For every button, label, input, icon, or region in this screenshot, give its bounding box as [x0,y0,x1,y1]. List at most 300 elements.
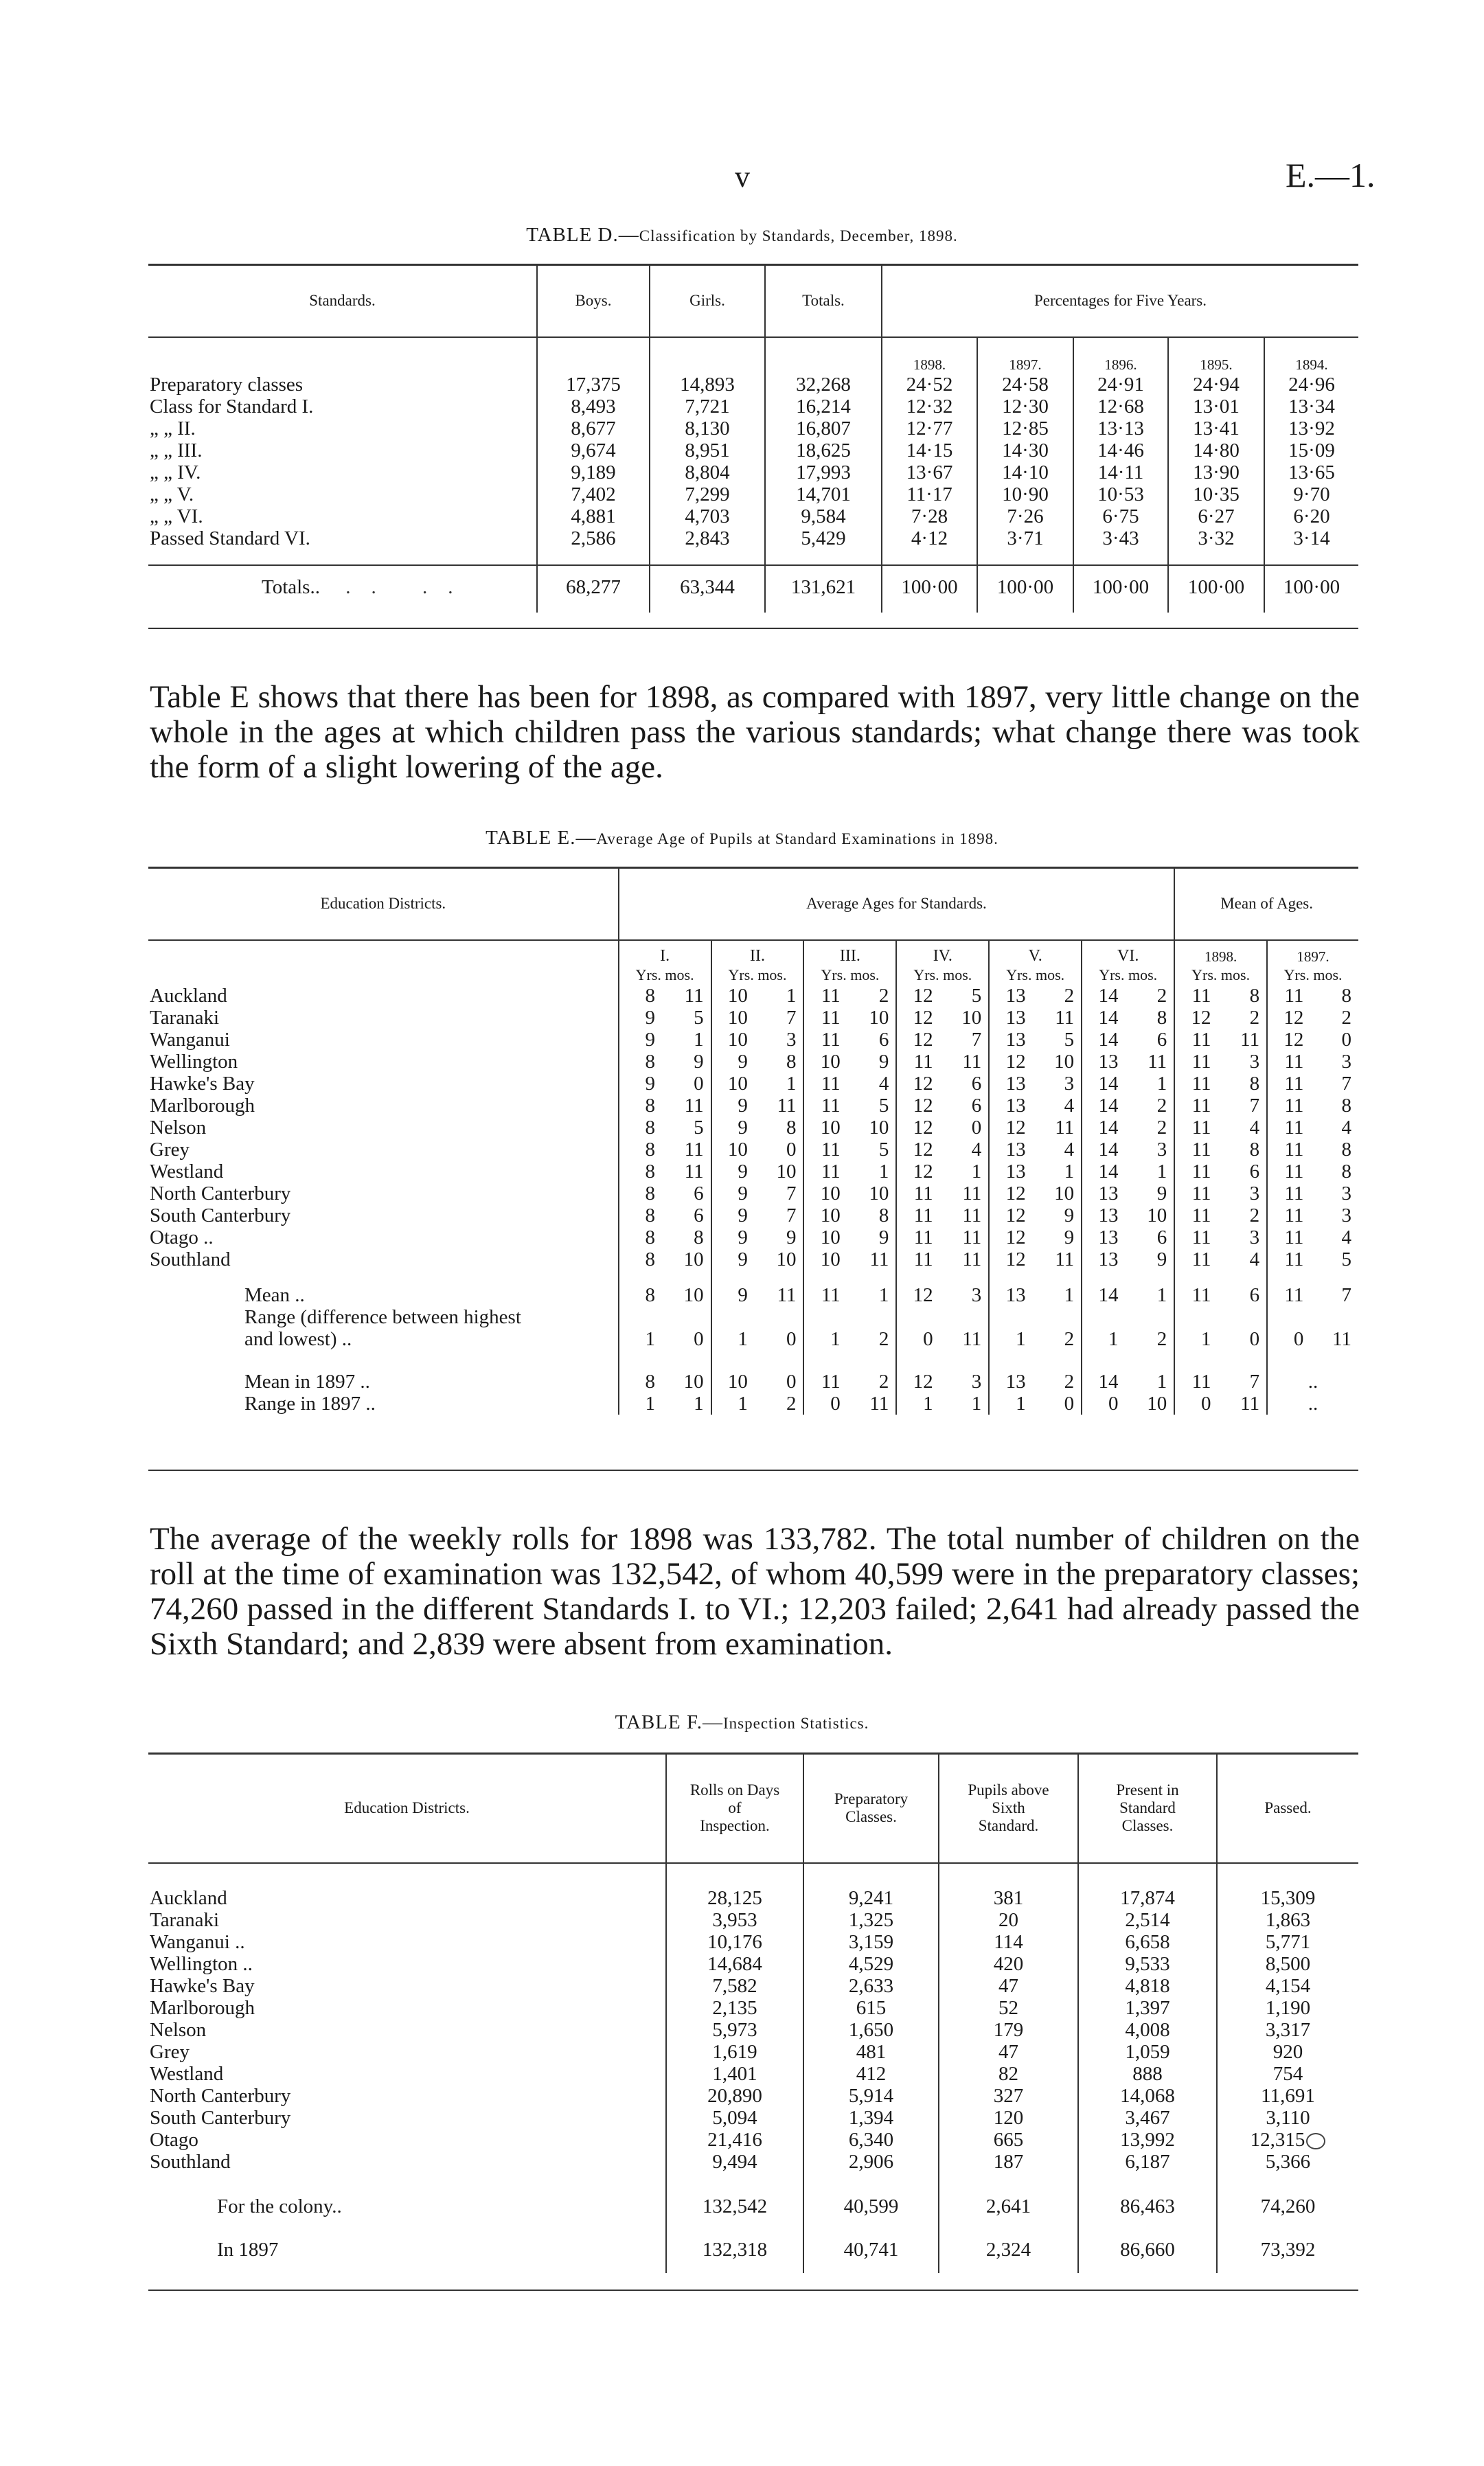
table-e-years: 11 [896,1248,938,1270]
table-f-row [148,2063,1358,2085]
table-e-months: 3 [1341,1051,1351,1073]
table-e-years: 14 [1082,1284,1123,1306]
table-f-value: 120 [939,2107,1078,2129]
table-e-years: 14 [1082,1371,1123,1393]
table-f-caption-prefix: TABLE F.— [615,1711,724,1733]
table-e-months: 3 [786,1029,797,1051]
table-f-value: 40,599 [803,2187,939,2226]
table-e-months: 9 [694,1051,704,1073]
table-f-value: 9,494 [666,2151,803,2173]
table-f-value: 82 [939,2063,1078,2085]
table-f-value: 2,514 [1078,1909,1217,1931]
table-d-total-row [148,562,1358,613]
table-e-years: 14 [1082,1117,1123,1139]
table-e-years: 9 [711,1248,753,1270]
table-e-months: 8 [1341,1139,1351,1161]
table-f-value: 179 [939,2019,1078,2041]
table-e-unit: Yrs. mos. [711,966,804,985]
table-e-years: 8 [619,1248,661,1270]
table-f-value: 1,325 [803,1909,939,1931]
table-e-months: 5 [971,985,982,1007]
table-e-row [148,1095,1358,1117]
table-e-years: 11 [1174,1139,1216,1161]
table-e-years: 10 [711,1139,753,1161]
table-e-months: 2 [1249,1007,1260,1029]
table-e-caption-title: Average Age of Pupils at Standard Examinations in 1898. [596,830,998,847]
table-d-pct: 6·20 [1264,505,1358,527]
table-e-months: 2 [1156,1328,1167,1350]
table-e-col-districts: Education Districts. [320,895,446,912]
table-d-total-pct: 100·00 [1073,562,1168,613]
table-e-years: 9 [619,1007,661,1029]
table-e-years: 11 [1267,1073,1309,1095]
table-d [148,265,1358,613]
table-e-row [148,1029,1358,1051]
table-f-row [148,2151,1358,2173]
table-d-row-label: „ „ V. [150,483,194,505]
table-e-months: 11 [684,985,704,1007]
table-e-years: 1 [989,1328,1031,1350]
table-e-years: 13 [989,1029,1031,1051]
table-e-years: 12 [896,1161,938,1183]
table-d-total-pct: 100·00 [882,562,977,613]
table-f-col-above-sixth: Pupils above Sixth Standard. [939,1754,1078,1862]
table-d-col-boys: Boys. [537,265,650,336]
table-f-value: 888 [1078,2063,1217,2085]
table-e-years: 11 [896,1051,938,1073]
table-e-months: 3 [1064,1073,1075,1095]
table-f-col-passed: Passed. [1217,1754,1358,1862]
table-e-years: 10 [803,1117,845,1139]
table-f-value: 5,771 [1217,1931,1358,1953]
stamp-icon [1306,2133,1325,2149]
table-e-row [148,1161,1358,1183]
table-e-years: 9 [711,1051,753,1073]
table-f-row [148,1953,1358,1975]
table-e-months: 0 [1341,1029,1351,1051]
table-e-months: 4 [1249,1117,1260,1139]
table-e-years: 10 [803,1205,845,1226]
table-e-years: 11 [896,1183,938,1205]
table-e-years: 12 [989,1183,1031,1205]
table-f-value: 2,641 [939,2187,1078,2226]
table-e-months: 10 [776,1248,797,1270]
table-e-months: 1 [971,1393,982,1415]
table-e-row-label: South Canterbury [150,1205,291,1226]
table-f-value: 8,500 [1217,1953,1358,1975]
table-e-years: 12 [989,1248,1031,1270]
table-d-totals: 9,584 [765,505,882,527]
table-e-months: 11 [684,1095,704,1117]
paragraph-weekly-rolls: The average of the weekly rolls for 1898 was 133,782. The total number of children on the roll at the time of examination was 132,542, of whom 40,599 were in the preparatory classes; 74,260 passed in the different Standards I. to VI.; 12,203 failed; 2,641 had already passed the Sixth Standard; and 2,839 were absent from examination. [150,1521,1360,1662]
table-e-col-mean: Mean of Ages. [1174,868,1358,939]
table-e-months: 1 [1156,1371,1167,1393]
table-e-years: 12 [989,1117,1031,1139]
table-e-years: 11 [1267,1205,1309,1226]
table-e-months: 11 [962,1051,982,1073]
table-e-years: 8 [619,1139,661,1161]
table-e-range-1897-row [148,1393,1358,1415]
table-d-row-label: „ „ VI. [150,505,203,527]
table-d-total-pct: 100·00 [1168,562,1264,613]
table-e-years: 11 [803,1007,845,1029]
table-d-pct: 13·41 [1168,418,1264,439]
table-e-years: 11 [803,1139,845,1161]
table-d-row-label: „ „ IV. [150,461,201,483]
table-e-years: 13 [1082,1183,1123,1205]
table-d-total-pct: 100·00 [977,562,1073,613]
table-e-row-label: Mean in 1897 .. [244,1371,370,1393]
table-e-row-label: Taranaki [150,1007,220,1029]
table-e-months: 10 [961,1007,982,1029]
table-d-girls: 8,130 [650,418,765,439]
table-f-row [148,1887,1358,1909]
table-e-months: 3 [1341,1205,1351,1226]
table-e-years: 13 [989,1139,1031,1161]
table-e-months: 10 [869,1007,889,1029]
table-e-months: 6 [1156,1226,1167,1248]
table-e-years: 1 [989,1393,1031,1415]
table-d-pct: 24·96 [1264,374,1358,396]
table-f-value: 2,906 [803,2151,939,2173]
table-d-row-label: Class for Standard I. [150,396,314,418]
table-f-row-label: Hawke's Bay [150,1975,255,1997]
table-f-value: 4,818 [1078,1975,1217,1997]
table-f-caption-title: Inspection Statistics. [723,1715,869,1732]
table-f-value: 6,187 [1078,2151,1217,2173]
table-e-unit: Yrs. mos. [989,966,1082,985]
table-e-standard-row [148,939,1358,966]
table-e-years: 9 [711,1205,753,1226]
table-e-months: 8 [786,1117,797,1139]
table-e-years: 0 [803,1393,845,1415]
table-e-months: 10 [869,1183,889,1205]
table-e-years: 1 [896,1393,938,1415]
table-e-years: 11 [896,1226,938,1248]
table-f-row [148,1997,1358,2019]
table-e-months: 7 [786,1007,797,1029]
table-e-years: 13 [989,1007,1031,1029]
table-d-boys: 9,189 [537,461,650,483]
table-e-months: 9 [878,1051,889,1073]
table-e-months: 9 [878,1226,889,1248]
table-f-value: 73,392 [1217,2226,1358,2273]
table-d-row [148,418,1358,439]
table-d-boys: 4,881 [537,505,650,527]
table-f-value: 132,542 [666,2187,803,2226]
table-e-standard: VI. [1082,939,1174,966]
table-e-years: 11 [803,1095,845,1117]
table-d-girls: 8,951 [650,439,765,461]
table-e-years: 11 [1174,1161,1216,1183]
table-f-value: 2,135 [666,1997,803,2019]
table-e-range-row-label [148,1306,1358,1328]
table-e [148,868,1358,1415]
table-d-pct: 14·80 [1168,439,1264,461]
table-e-months: 0 [786,1371,797,1393]
table-f-value: 12,315 [1217,2129,1358,2151]
table-f-value: 14,068 [1078,2085,1217,2107]
table-d-col-percentages: Percentages for Five Years. [882,265,1358,336]
table-e-years: 8 [619,1095,661,1117]
table-e-years: 11 [1174,1205,1216,1226]
table-d-years-row [148,336,1358,374]
table-e-years: 13 [989,985,1031,1007]
table-e-years: 9 [619,1073,661,1095]
table-e-months: 1 [878,1161,889,1183]
table-e-months: 2 [1341,1007,1351,1029]
table-f-row [148,2041,1358,2063]
table-e-months: 4 [1249,1248,1260,1270]
table-e-months: 8 [1156,1007,1167,1029]
table-f-value: 20,890 [666,2085,803,2107]
table-f-row-label: Otago [150,2129,198,2151]
table-e-months: 2 [878,985,889,1007]
table-e-years: 0 [1174,1393,1216,1415]
table-e-years: 13 [1082,1205,1123,1226]
table-f-value: 5,366 [1217,2151,1358,2173]
table-e-years: 12 [896,985,938,1007]
table-e-mean-row [148,1284,1358,1306]
table-d-pct: 12·30 [977,396,1073,418]
table-e-years: 1 [711,1393,753,1415]
table-d-pct: 15·09 [1264,439,1358,461]
table-e-months: 8 [1249,1073,1260,1095]
table-f-row-label: Nelson [150,2019,207,2041]
table-e-header-row [148,868,1358,939]
table-e-unit: Yrs. mos. [1174,966,1267,985]
table-e-standard: I. [619,939,711,966]
table-f-value: 5,094 [666,2107,803,2129]
table-e-unit: Yrs. mos. [803,966,896,985]
table-d-totals: 18,625 [765,439,882,461]
table-f-row [148,1975,1358,1997]
table-e-years: 11 [1267,1139,1309,1161]
table-e-row [148,1248,1358,1270]
table-d-girls: 7,721 [650,396,765,418]
table-d-pct: 3·32 [1168,527,1264,549]
table-e-years: 1 [619,1393,661,1415]
table-d-row [148,527,1358,549]
table-f-row-label: South Canterbury [150,2107,291,2129]
table-e-months: 11 [1332,1328,1351,1350]
table-e-years: 14 [1082,1007,1123,1029]
table-e-years: 13 [1082,1051,1123,1073]
table-e-years: 13 [1082,1226,1123,1248]
table-d-girls: 2,843 [650,527,765,549]
table-e-years: 8 [619,1183,661,1205]
table-e-row-label: Wanganui [150,1029,230,1051]
table-d-pct: 3·43 [1073,527,1168,549]
table-e-years: 11 [803,1284,845,1306]
table-f-row-label: Westland [150,2063,224,2085]
table-e-months: 6 [971,1073,982,1095]
table-e-months: 2 [878,1371,889,1393]
table-f-col-preparatory: Preparatory Classes. [803,1754,939,1862]
table-e-months: 8 [1249,1139,1260,1161]
table-e-standard: 1897. [1267,939,1358,966]
table-e-months: 8 [1341,985,1351,1007]
table-e-years: 13 [989,1161,1031,1183]
table-d-caption-prefix: TABLE D.— [526,224,639,246]
table-e-years: 0 [896,1328,938,1350]
table-e-row [148,1073,1358,1095]
table-e-years: 13 [989,1073,1031,1095]
table-f-row-label: Grey [150,2041,190,2063]
table-e-years: 11 [1174,1248,1216,1270]
table-e-months: 1 [1156,1284,1167,1306]
table-e-months: 11 [777,1284,797,1306]
table-e-bottom-rule [148,1470,1358,1471]
table-e-months: 11 [777,1095,797,1117]
table-d-row [148,505,1358,527]
table-f-value: 4,154 [1217,1975,1358,1997]
table-f-value: 52 [939,1997,1078,2019]
table-f-value: 3,317 [1217,2019,1358,2041]
table-d-row [148,439,1358,461]
table-e-years: 12 [989,1226,1031,1248]
table-e-years: 10 [711,985,753,1007]
table-d-pct: 10·35 [1168,483,1264,505]
table-e-months: 6 [971,1095,982,1117]
table-e-row [148,1183,1358,1205]
table-e-months: 1 [786,1073,797,1095]
table-e-years: 9 [711,1284,753,1306]
table-f-header-row [148,1754,1358,1862]
table-f-value: 114 [939,1931,1078,1953]
table-f-row-label: Wellington .. [150,1953,253,1975]
table-e-months: 7 [1341,1073,1351,1095]
table-f-value: 74,260 [1217,2187,1358,2226]
table-d-totals: 16,807 [765,418,882,439]
table-e-row-label: Hawke's Bay [150,1073,255,1095]
table-e-months: 7 [1341,1284,1351,1306]
table-f-value: 2,324 [939,2226,1078,2273]
table-d-row-label: „ „ III. [150,439,203,461]
table-e-months: 7 [786,1205,797,1226]
table-e-mean-1897-row [148,1371,1358,1393]
table-d-girls: 14,893 [650,374,765,396]
table-e-row [148,1139,1358,1161]
table-d-header-row [148,265,1358,336]
table-e-years: 1 [711,1328,753,1350]
table-e-row-label: Nelson [150,1117,207,1139]
table-e-months: 11 [1055,1117,1075,1139]
table-f-row-label: North Canterbury [150,2085,291,2107]
table-e-months: 10 [683,1371,704,1393]
table-e-months: 6 [694,1183,704,1205]
table-d-pct: 10·90 [977,483,1073,505]
table-e-row-label: Marlborough [150,1095,255,1117]
table-e-months: 0 [694,1073,704,1095]
table-e-unit: Yrs. mos. [1267,966,1358,985]
table-e-months: 1 [694,1029,704,1051]
table-d-boys: 2,586 [537,527,650,549]
table-e-months: 1 [1156,1161,1167,1183]
table-d-totals: 14,701 [765,483,882,505]
table-e-months: 10 [1054,1051,1075,1073]
table-d-pct: 6·75 [1073,505,1168,527]
table-f-bottom-rule [148,2290,1358,2291]
table-e-years: 8 [619,1161,661,1183]
table-e-years: 9 [711,1117,753,1139]
table-d-pct: 14·11 [1073,461,1168,483]
table-f-value: 1,619 [666,2041,803,2063]
table-e-years: 12 [896,1284,938,1306]
table-f-row [148,2107,1358,2129]
table-e-months: 6 [878,1029,889,1051]
table-e-months: 8 [1341,1161,1351,1183]
table-e-months: 5 [694,1117,704,1139]
table-e-months: 6 [1249,1284,1260,1306]
table-e-years: 11 [1267,1226,1309,1248]
table-e-standard: V. [989,939,1082,966]
table-d-pct: 13·01 [1168,396,1264,418]
table-d-totals: 17,993 [765,461,882,483]
table-e-months: 0 [1249,1328,1260,1350]
table-e-row-label: Southland [150,1248,231,1270]
table-e-years: 12 [989,1051,1031,1073]
table-e-months: 11 [684,1161,704,1183]
table-e-years: 12 [1267,1007,1309,1029]
table-e-standard: III. [803,939,896,966]
table-d-pct: 10·53 [1073,483,1168,505]
table-d-col-girls: Girls. [650,265,765,336]
table-d-col-standards: Standards. [309,292,376,309]
table-e-years: 13 [989,1284,1031,1306]
table-d-row-label: Preparatory classes [150,374,304,396]
table-e-row [148,1007,1358,1029]
table-f-value: 1,650 [803,2019,939,2041]
table-e-years: 14 [1082,1073,1123,1095]
table-e-blank: .. [1267,1371,1358,1393]
table-e-months: 1 [694,1393,704,1415]
table-e-row-label: Otago .. [150,1226,214,1248]
table-e-months: 11 [1148,1051,1167,1073]
table-f-value: 615 [803,1997,939,2019]
table-e-years: 12 [896,1139,938,1161]
table-e-months: 0 [971,1117,982,1139]
table-e-months: 1 [1064,1161,1075,1183]
table-e-row [148,1226,1358,1248]
table-e-months: 11 [1055,1248,1075,1270]
table-e-months: 11 [962,1328,982,1350]
table-e-row-label: Auckland [150,985,227,1007]
table-e-row-label: Range in 1897 .. [244,1393,376,1415]
table-e-caption [0,827,1484,849]
table-d-row-label: Passed Standard VI. [150,527,310,549]
table-f-row [148,2085,1358,2107]
table-e-years: 14 [1082,1095,1123,1117]
table-e-years: 10 [711,1007,753,1029]
table-e-months: 5 [1341,1248,1351,1270]
table-d-boys: 7,402 [537,483,650,505]
table-f-value: 1,397 [1078,1997,1217,2019]
table-f-row-label: Marlborough [150,1997,255,2019]
table-e-years: 10 [803,1226,845,1248]
table-e-years: 9 [711,1161,753,1183]
table-d-pct: 9·70 [1264,483,1358,505]
table-d-bottom-rule [148,628,1358,629]
table-d-row [148,374,1358,396]
table-e-months: 7 [1249,1371,1260,1393]
table-e-months: 9 [1156,1248,1167,1270]
table-e-years: 11 [1174,1371,1216,1393]
table-e-years: 11 [1174,1226,1216,1248]
table-e-years: 12 [1267,1029,1309,1051]
table-d-pct: 7·28 [882,505,977,527]
table-d-pct: 14·46 [1073,439,1168,461]
